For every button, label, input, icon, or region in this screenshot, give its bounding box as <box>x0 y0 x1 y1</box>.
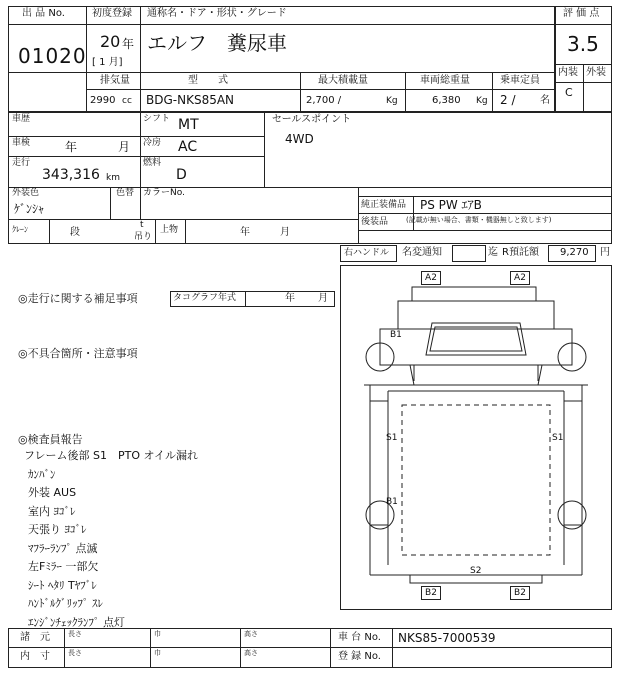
interior-dimensions-label: 内 寸 <box>20 651 50 662</box>
gross-weight: 6,380 <box>432 95 461 106</box>
width-label: 巾 <box>154 630 161 638</box>
model-label: 通称名・ドア・形状・グレード <box>147 8 287 19</box>
car-name: エルフ 糞尿車 <box>147 31 287 55</box>
exterior-grade-label: 外装 <box>586 67 606 78</box>
damage-mark-b2-left: B2 <box>421 586 441 600</box>
inspector-report-line: ｴﾝｼﾞﾝﾁｪｯｸﾗﾝﾌﾟ 点灯 <box>28 615 125 629</box>
crane-label: ｸﾚｰﾝ <box>12 225 28 234</box>
type-label: 型 式 <box>188 75 228 86</box>
inspector-report-line: ﾊﾝﾄﾞﾙｸﾞﾘｯﾌﾟ ｽﾚ <box>28 597 103 610</box>
km-unit: km <box>106 173 120 183</box>
damage-mark-s1-right: S1 <box>552 433 564 443</box>
cc-unit: cc <box>122 96 132 106</box>
inspection-year-unit: 年 <box>65 140 78 154</box>
upper-year-unit: 年 <box>240 227 250 238</box>
color-number-label: カラーNo. <box>143 188 185 198</box>
running-notes-label: ◎走行に関する補足事項 <box>18 292 138 305</box>
mileage-label: 走行 <box>12 158 31 168</box>
ac-label: 冷房 <box>143 138 162 148</box>
fuel-value: D <box>176 167 187 183</box>
aftermarket-label: 後装品 <box>361 217 389 227</box>
chassis-number-label: 車 台 No. <box>338 632 381 643</box>
lot-number: 01020 <box>18 44 87 68</box>
registration-month: [ 1 月] <box>92 57 123 68</box>
defects-label: ◎不具合箇所・注意事項 <box>18 347 138 360</box>
recycle-deposit-label: R預託額 <box>502 247 539 258</box>
kg-unit: Kg <box>476 96 488 106</box>
equipment-label: 純正装備品 <box>361 200 407 210</box>
aftermarket-note: (記載が無い場合、書類・機器無しと致します) <box>406 216 552 224</box>
inspector-report-line: 天張り ﾖｺﾞﾚ <box>28 523 87 536</box>
inspector-report-line: 室内 ﾖｺﾞﾚ <box>28 504 76 518</box>
crane-hoist: 吊り <box>134 232 153 242</box>
displacement-label: 排気量 <box>100 75 130 86</box>
inspector-report-line: ｶﾝﾊﾞﾝ <box>28 467 56 481</box>
year-unit: 年 <box>122 37 135 51</box>
mileage-value: 343,316 <box>42 167 100 183</box>
damage-mark-b1-rear: B1 <box>386 497 398 507</box>
yen-unit: 円 <box>600 247 610 258</box>
inspector-report-line: ﾏﾌﾗｰﾗﾝﾌﾟ 点滅 <box>28 541 98 555</box>
crane-stage: 段 <box>70 227 80 238</box>
name-change-label: 名変通知 <box>402 247 442 258</box>
height-label: 高さ <box>244 649 258 657</box>
inspection-label: 車検 <box>12 138 31 148</box>
sales-point-label: セールスポイント <box>272 114 352 125</box>
vehicle-damage-diagram <box>340 265 612 610</box>
crane-ton: t <box>140 220 144 230</box>
inspector-report-line: ｼｰﾄ ﾍﾀﾘ Tﾔﾌﾞﾚ <box>28 578 97 592</box>
exterior-color: ｹﾞﾝｼｬ <box>14 202 45 216</box>
upper-month-unit: 月 <box>280 227 290 238</box>
damage-mark-a2-left: A2 <box>421 271 441 285</box>
history-label: 車歴 <box>12 114 31 124</box>
sales-point: 4WD <box>285 132 314 146</box>
dimensions-label: 諸 元 <box>20 632 50 643</box>
displacement: 2990 <box>90 95 116 106</box>
tachograph-month-unit: 月 <box>318 293 328 304</box>
damage-mark-a2-right: A2 <box>510 271 530 285</box>
lot-label: 出 品 No. <box>22 8 65 19</box>
capacity-label: 乗車定員 <box>500 75 540 86</box>
inspector-report-line: 外装 AUS <box>28 486 77 499</box>
ac-value: AC <box>178 139 198 155</box>
exterior-color-label: 外装色 <box>12 188 40 198</box>
registration-number-label: 登 録 No. <box>338 651 381 662</box>
width-label: 巾 <box>154 649 161 657</box>
footer-frame <box>8 628 612 668</box>
gross-weight-label: 車両総重量 <box>420 75 470 86</box>
color-change-label: 色替 <box>116 188 135 198</box>
inspector-report-label: ◎検査員報告 <box>18 433 83 446</box>
equipment: PS PW ｴｱB <box>420 198 482 212</box>
tachograph-label: タコグラフ年式 <box>173 293 237 303</box>
name-change-box <box>452 245 486 262</box>
max-load-label: 最大積載量 <box>318 75 368 86</box>
tachograph-year-unit: 年 <box>285 293 295 304</box>
first-registration-label: 初度登録 <box>92 8 132 19</box>
length-label: 長さ <box>68 630 82 638</box>
registration-year: 20 <box>100 32 121 51</box>
capacity: 2 / <box>500 93 516 107</box>
inspector-report-line: 左Fﾐﾗｰ 一部欠 <box>28 560 99 573</box>
kg-unit: Kg <box>386 96 398 106</box>
shift-label: シフト <box>143 114 171 124</box>
capacity-unit: 名 <box>540 95 550 106</box>
damage-mark-b1-front: B1 <box>390 330 402 340</box>
length-label: 長さ <box>68 649 82 657</box>
height-label: 高さ <box>244 630 258 638</box>
grade-score: 3.5 <box>567 32 599 56</box>
shift-value: MT <box>178 117 199 133</box>
damage-mark-b2-right: B2 <box>510 586 530 600</box>
damage-mark-s2: S2 <box>470 566 482 576</box>
max-load: 2,700 / <box>306 95 342 106</box>
interior-grade-label: 内装 <box>558 67 578 78</box>
fuel-label: 燃料 <box>143 158 162 168</box>
interior-grade: C <box>565 86 573 99</box>
recycle-deposit: 9,270 <box>560 247 589 258</box>
steering: 右ハンドル <box>344 248 390 258</box>
inspection-month-unit: 月 <box>118 140 131 154</box>
inspector-report-line: フレーム後部 S1 PTO オイル漏れ <box>24 449 198 462</box>
km-suffix: 迄 <box>488 247 498 258</box>
grade-label: 評 価 点 <box>563 8 600 19</box>
model-type: BDG-NKS85AN <box>146 93 235 107</box>
upper-body-label: 上物 <box>160 225 179 235</box>
damage-mark-s1-left: S1 <box>386 433 398 443</box>
chassis-number: NKS85-7000539 <box>398 631 496 645</box>
